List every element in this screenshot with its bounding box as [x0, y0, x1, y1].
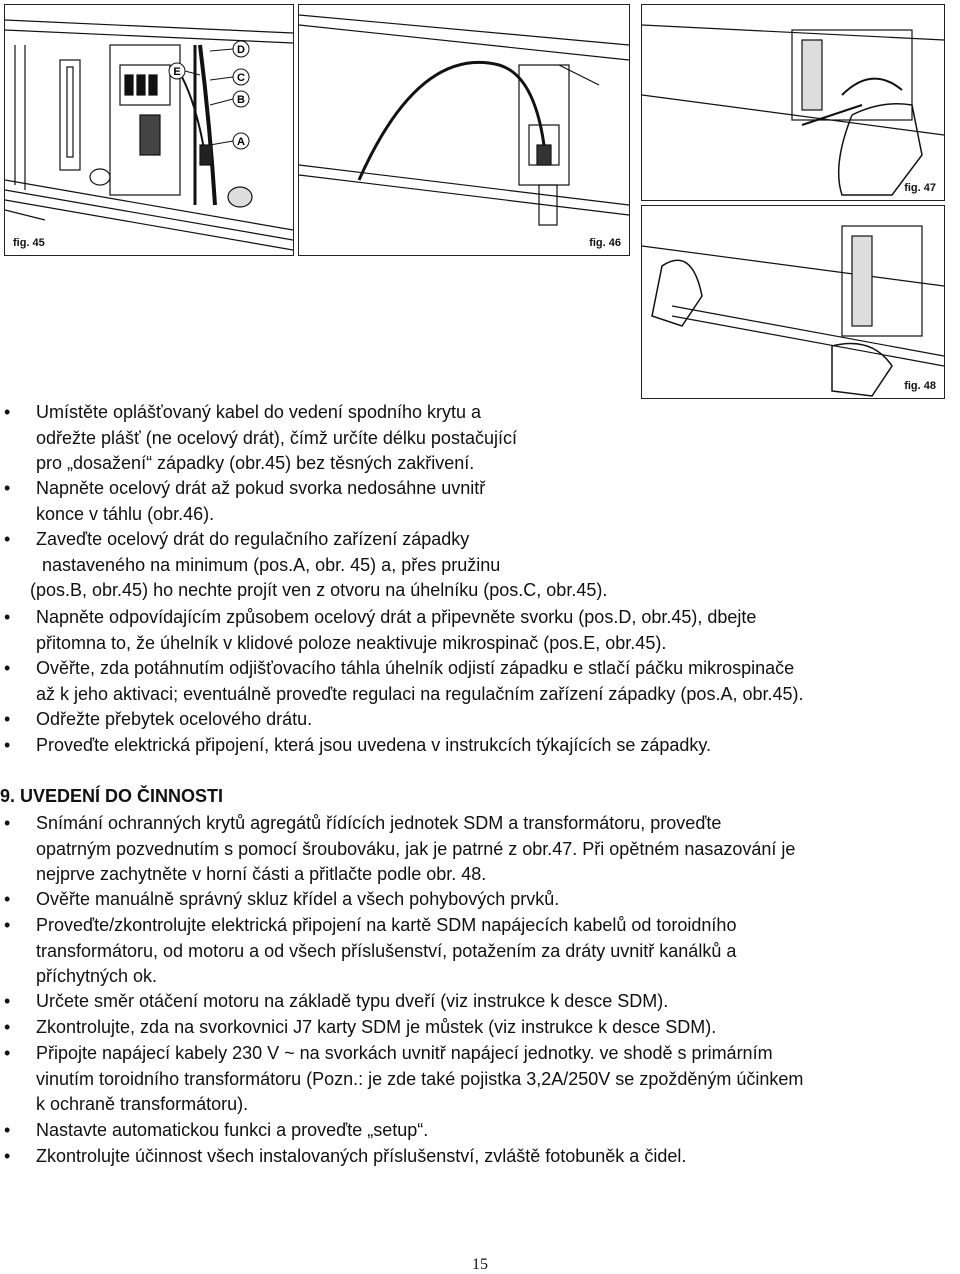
list-item: [4, 887, 956, 913]
line: Zkontrolujte, zda na svorkovnici J7 karty SDM je můstek (viz instrukce k desce SDM).: [36, 1017, 717, 1037]
bullet: •: [4, 529, 11, 549]
line: (pos.B, obr.45) ho nechte projít ven z otvoru na úhelníku (pos.C, obr.45).: [30, 580, 608, 600]
line: Ověřte manuálně správný skluz křídel a všech pohybových prvků.: [36, 889, 560, 909]
line: Snímání ochranných krytů agregátů řídících jednotek SDM a transformátoru, proveďte: [36, 813, 722, 833]
line: k ochraně transformátoru).: [36, 1094, 249, 1114]
bullet: •: [4, 1120, 11, 1140]
callout-c: C: [237, 72, 245, 84]
line: Nastavte automatickou funkci a proveďte „setup“.: [36, 1120, 429, 1140]
line: až k jeho aktivaci; eventuálně proveďte regulaci na regulačním zařízení západky (pos.A, obr.45).: [36, 683, 804, 704]
line: Odřežte přebytek ocelového drátu.: [36, 709, 313, 729]
line: odřežte plášť (ne ocelový drát), čímž určíte délku postačující: [36, 427, 517, 448]
list-item: [4, 656, 956, 707]
line: Zkontrolujte účinnost všech instalovaných příslušenství, zvláště fotobuněk a čidel.: [36, 1146, 687, 1166]
figure-47: [641, 4, 945, 201]
line: Určete směr otáčení motoru na základě typu dveří (viz instrukce k desce SDM).: [36, 991, 669, 1011]
bullet: •: [4, 813, 11, 833]
bullet: •: [4, 1017, 11, 1037]
figure-47-drawing: [642, 5, 944, 200]
line: nastaveného na minimum (pos.A, obr. 45) a, přes pružinu: [42, 554, 501, 575]
figure-46-drawing: [299, 5, 629, 255]
bullet: •: [4, 735, 11, 755]
bullet: •: [4, 889, 11, 909]
line: Napněte odpovídajícím způsobem ocelový drát a připevněte svorku (pos.D, obr.45), dbejte: [36, 607, 757, 627]
callout-e: E: [173, 66, 181, 78]
figure-45: [4, 4, 294, 256]
figure-48: [641, 205, 945, 399]
bullet: •: [4, 607, 11, 627]
list-item: [4, 811, 956, 888]
list-item: [4, 1041, 956, 1118]
line: Proveďte elektrická připojení, která jsou uvedena v instrukcích týkajících se západky.: [36, 735, 712, 755]
line: transformátoru, od motoru a od všech příslušenství, potažením za dráty uvnitř kanálků a: [36, 940, 737, 961]
list-item: [4, 913, 956, 990]
bullet: •: [4, 402, 11, 422]
list-item: [4, 1015, 956, 1041]
bullet: •: [4, 658, 11, 678]
line: opatrným pozvednutím s pomocí šroubováku, jak je patrné z obr.47. Při opětném nasazování je: [36, 838, 796, 859]
line: příchytných ok.: [36, 966, 158, 986]
figure-46: [298, 4, 630, 256]
section-heading: 9. UVEDENÍ DO ČINNOSTI: [0, 786, 224, 806]
list-item: [4, 1144, 956, 1170]
list-item: [4, 733, 956, 759]
bullet: •: [4, 915, 11, 935]
figure-46-label: fig. 46: [589, 237, 621, 249]
figure-45-label: fig. 45: [13, 237, 45, 249]
line: Proveďte/zkontrolujte elektrická připojení na kartě SDM napájecích kabelů od toroidního: [36, 915, 737, 935]
line: pro „dosažení“ západky (obr.45) bez těsných zakřivení.: [36, 453, 475, 473]
figure-48-drawing: [642, 206, 944, 398]
bullet: •: [4, 478, 11, 498]
figure-45-drawing: [5, 5, 293, 255]
bullet: •: [4, 1146, 11, 1166]
callout-b: B: [237, 94, 245, 106]
list-item: [4, 707, 956, 733]
list-item: [4, 527, 956, 604]
line: Napněte ocelový drát až pokud svorka nedosáhne uvnitř: [36, 478, 486, 498]
list-item: [4, 476, 956, 527]
bullet: •: [4, 1043, 11, 1063]
line: Ověřte, zda potáhnutím odjišťovacího táhla úhelník odjistí západku e stlačí páčku mikrospinače: [36, 658, 795, 678]
line: vinutím toroidního transformátoru (Pozn.: je zde také pojistka 3,2A/250V se zpožděným účinkem: [36, 1068, 804, 1089]
bullet: •: [4, 709, 11, 729]
line: Připojte napájecí kabely 230 V ~ na svorkách uvnitř napájecí jednotky. ve shodě s primárním: [36, 1043, 773, 1063]
list-item: [4, 400, 956, 477]
line: konce v táhlu (obr.46).: [36, 503, 215, 524]
page-number: 15: [472, 1256, 488, 1273]
figure-47-label: fig. 47: [904, 182, 936, 194]
list-item: [4, 1118, 956, 1144]
list-item: [4, 605, 956, 656]
line: Zaveďte ocelový drát do regulačního zařízení západky: [36, 529, 470, 549]
list-item: [4, 989, 956, 1015]
callout-a: A: [237, 136, 245, 148]
figure-48-label: fig. 48: [904, 380, 936, 392]
line: Umístěte oplášťovaný kabel do vedení spodního krytu a: [36, 402, 482, 422]
line: nejprve zachytněte v horní části a přitlačte podle obr. 48.: [36, 864, 487, 884]
callout-d: D: [237, 44, 245, 56]
bullet: •: [4, 991, 11, 1011]
line: přitomna to, že úhelník v klidové poloze neaktivuje mikrospinač (pos.E, obr.45).: [36, 632, 667, 653]
